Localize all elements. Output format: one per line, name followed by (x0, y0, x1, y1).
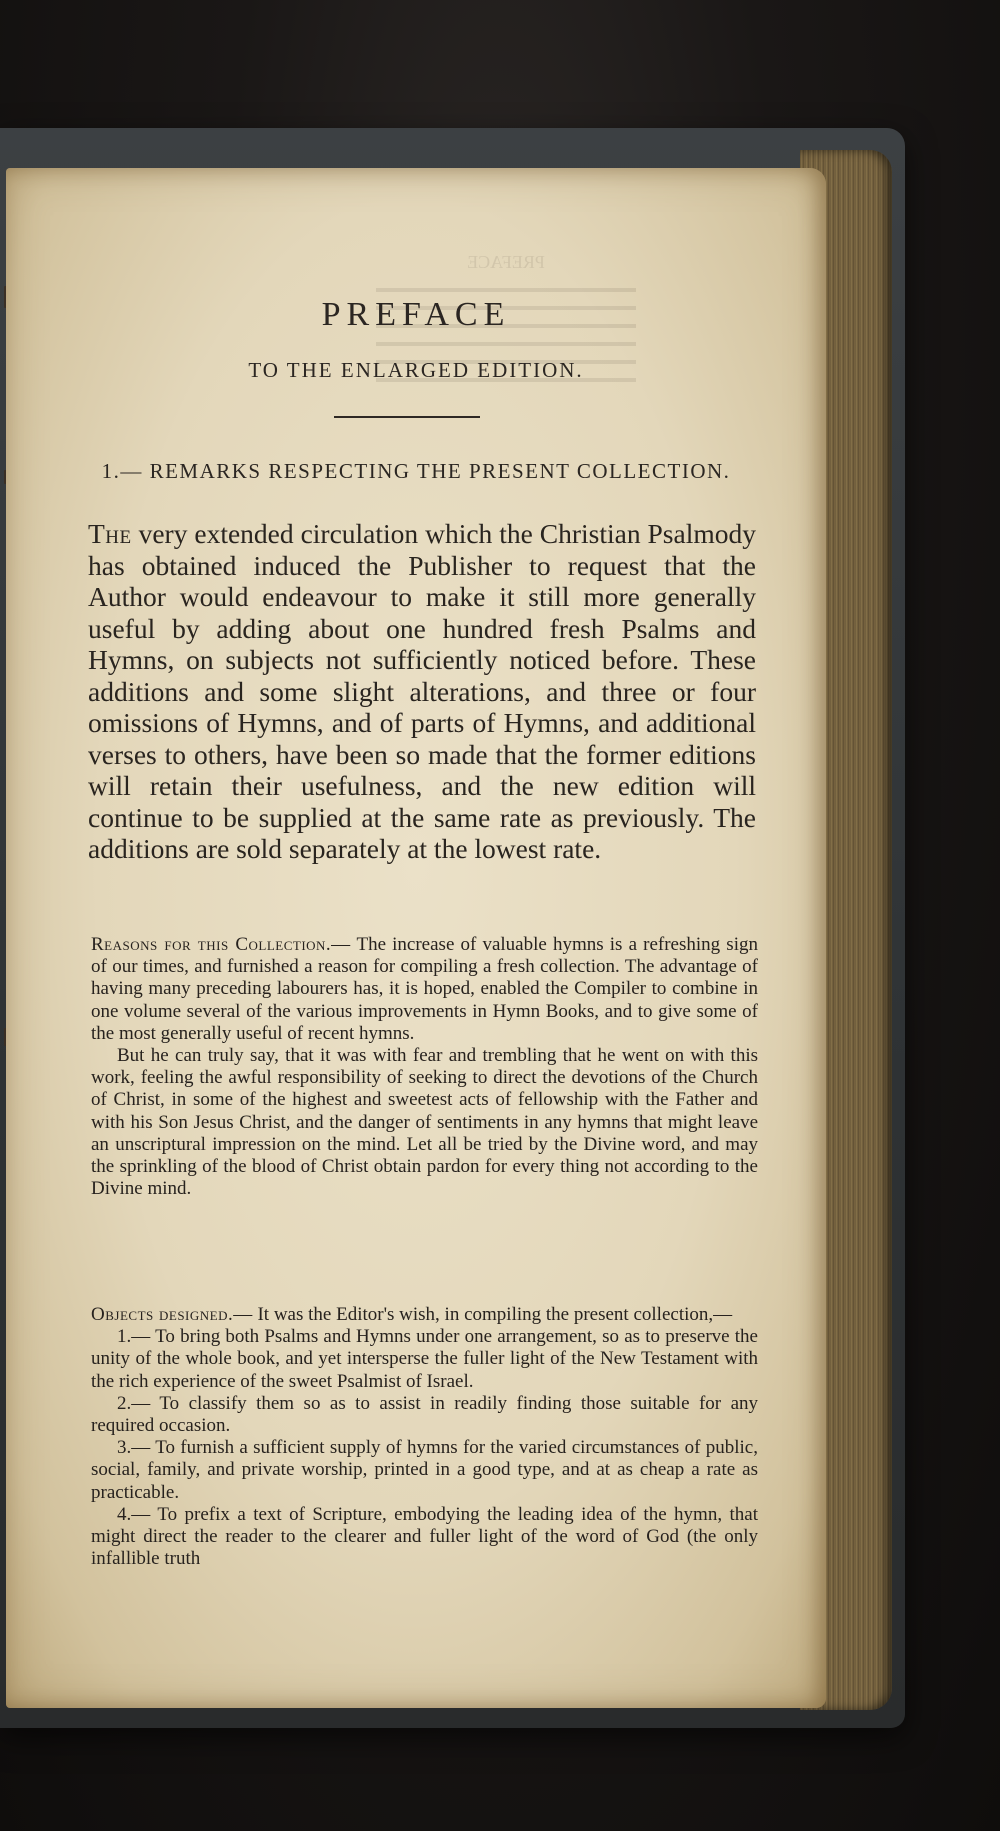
lead-paragraph (88, 518, 756, 865)
object-item-4: 4.— To prefix a text of Scripture, embodying the leading idea of the hymn, that might direct the reader to the clearer and fuller light of the word of God (the only infallible truth (91, 1503, 758, 1570)
objects-section (91, 1304, 758, 1570)
svg-text:PREFACE: PREFACE (467, 252, 545, 272)
objects-label: Objects designed.— (91, 1304, 253, 1325)
object-item-3: 3.— To furnish a sufficient supply of hymns for the varied circumstances of public, social, family, and private worship, printed in a good type, and at as cheap a rate as practicable. (91, 1437, 758, 1503)
page-title: PREFACE (321, 296, 511, 333)
page-subtitle: TO THE ENLARGED EDITION. (248, 358, 584, 382)
lead-dropcap: The (88, 518, 132, 549)
section-heading: 1.— REMARKS RESPECTING THE PRESENT COLLECTION. (101, 459, 731, 483)
object-item-2: 2.— To classify them so as to assist in readily finding those suitable for any required occasion. (91, 1392, 758, 1437)
reasons-section (91, 934, 758, 1200)
lead-text: very extended circulation which the Christian Psalmody has obtained induced the Publisher to request that the Author would endeavour to make it still more generally useful by adding about one hundred fresh Psalms and Hymns, on subjects not sufficiently noticed before. These additions and some slight alterations, and three or four omissions of Hymns, and of parts of Hymns, and additional verses to others, have been so made that the former editions will retain their usefulness, and the new edition will continue to be supplied at the same rate as previously. The additions are sold separately at the lowest rate. (88, 518, 756, 864)
object-item-1: 1.— To bring both Psalms and Hymns under one arrangement, so as to preserve the unity of the whole book, and yet intersperse the fuller light of the New Testament with the rich experience of the sweet Psalmist of Israel. (91, 1326, 758, 1392)
reasons-paragraph-2: But he can truly say, that it was with fear and trembling that he went on with this work, feeling the awful responsibility of seeking to direct the devotions of the Church of Christ, in some of the highest and sweetest acts of fellowship with the Father and with his Son Jesus Christ, and the danger of sentiments in any hymns that might leave an unscriptural impression on the mind. Let all be tried by the Divine word, and may the sprinkling of the blood of Christ obtain pardon for every thing not according to the Divine mind. (91, 1045, 758, 1200)
title-rule (334, 416, 480, 418)
objects-text: It was the Editor's wish, in compiling the present collection,— (257, 1304, 733, 1325)
reasons-text: The increase of valuable hymns is a refreshing sign of our times, and furnished a reason for compiling a fresh collection. The advantage of having many preceding labourers has, it is hoped, enabled the Compiler to combine in one volume several of the various improvements in Hymn Books, and to give some of the most generally useful of recent hymns. (91, 934, 758, 1044)
book-page (6, 168, 826, 1708)
reasons-label: Reasons for this Collection.— (91, 934, 351, 955)
